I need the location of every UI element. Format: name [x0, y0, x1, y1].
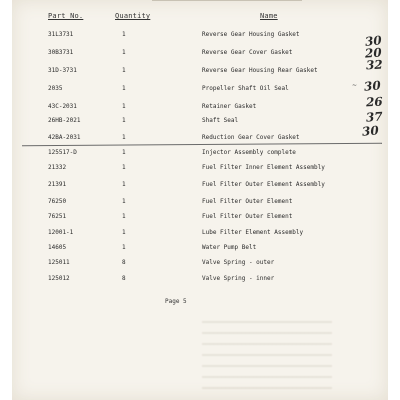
quantity: 1 — [122, 149, 126, 156]
table-row — [12, 84, 388, 96]
quantity: 1 — [122, 85, 126, 92]
part-number: 42BA-2031 — [48, 134, 81, 141]
handwritten-note: 32 — [365, 57, 384, 73]
part-number: 14605 — [48, 244, 67, 251]
table-row — [12, 102, 388, 114]
handwritten-note: 20 — [364, 45, 383, 61]
reverse-side-bleed-through — [202, 312, 332, 394]
table-row — [12, 148, 388, 160]
table-row — [12, 197, 388, 209]
quantity: 1 — [122, 181, 126, 188]
part-number: 21391 — [48, 181, 67, 188]
table-row — [12, 212, 388, 224]
part-number: 125012 — [48, 275, 70, 282]
document-page — [12, 0, 388, 400]
handwritten-note: 30 — [364, 33, 383, 49]
part-number: 12001-1 — [48, 229, 74, 236]
quantity: 1 — [122, 67, 126, 74]
quantity: 1 — [122, 244, 126, 251]
part-number: 30B3731 — [48, 49, 74, 56]
handwritten-note: 30 — [361, 123, 380, 139]
quantity: 1 — [122, 49, 126, 56]
part-name: Injector Assembly complete — [202, 149, 296, 156]
table-row — [12, 30, 388, 42]
table-row — [12, 116, 388, 128]
part-name: Reverse Gear Housing Rear Gasket — [202, 67, 318, 74]
part-name: Valve Spring - outer — [202, 259, 275, 266]
part-number: 31L3731 — [48, 31, 74, 38]
part-name: Fuel Filter Outer Element Assembly — [202, 181, 325, 188]
part-name: Reverse Gear Housing Gasket — [202, 31, 300, 38]
pen-mark-icon: ~ — [352, 82, 358, 89]
quantity: 8 — [122, 275, 126, 282]
part-name: Fuel Filter Inner Element Assembly — [202, 164, 325, 171]
part-number: 76250 — [48, 198, 67, 205]
table-row — [12, 180, 388, 192]
table-row — [12, 66, 388, 78]
header-part-no: Part No. — [48, 12, 84, 20]
quantity: 1 — [122, 229, 126, 236]
table-row — [12, 48, 388, 60]
quantity: 1 — [122, 31, 126, 38]
part-number: 43C-2031 — [48, 103, 77, 110]
part-name: Water Pump Belt — [202, 244, 257, 251]
handwritten-note: 30 — [363, 78, 382, 94]
part-number: 125517-D — [48, 149, 77, 156]
part-name: Propeller Shaft Oil Seal — [202, 85, 289, 92]
part-name: Retainer Gasket — [202, 103, 257, 110]
part-name: Fuel Filter Outer Element — [202, 198, 293, 205]
quantity: 8 — [122, 259, 126, 266]
quantity: 1 — [122, 117, 126, 124]
part-number: 26HB-2021 — [48, 117, 81, 124]
part-number: 21332 — [48, 164, 67, 171]
part-name: Fuel Filter Outer Element — [202, 213, 293, 220]
part-name: Shaft Seal — [202, 117, 239, 124]
handwritten-note: 37 — [365, 109, 384, 125]
table-row — [12, 243, 388, 255]
quantity: 1 — [122, 103, 126, 110]
table-row — [12, 258, 388, 270]
part-name: Reverse Gear Cover Gasket — [202, 49, 293, 56]
part-number: 2035 — [48, 85, 63, 92]
table-row — [12, 228, 388, 240]
part-number: 31D-3731 — [48, 67, 77, 74]
part-name: Valve Spring - inner — [202, 275, 275, 282]
quantity: 1 — [122, 198, 126, 205]
header-name: Name — [260, 12, 278, 20]
part-name: Reduction Gear Cover Gasket — [202, 134, 300, 141]
part-name: Lube Filter Element Assembly — [202, 229, 304, 236]
page-number: Page 5 — [165, 298, 187, 305]
quantity: 1 — [122, 134, 126, 141]
part-number: 76251 — [48, 213, 67, 220]
table-row — [12, 274, 388, 286]
quantity: 1 — [122, 164, 126, 171]
header-quantity: Quantity — [115, 12, 151, 20]
handwritten-note: 26 — [365, 94, 384, 110]
part-number: 125011 — [48, 259, 70, 266]
quantity: 1 — [122, 213, 126, 220]
table-row — [12, 163, 388, 175]
